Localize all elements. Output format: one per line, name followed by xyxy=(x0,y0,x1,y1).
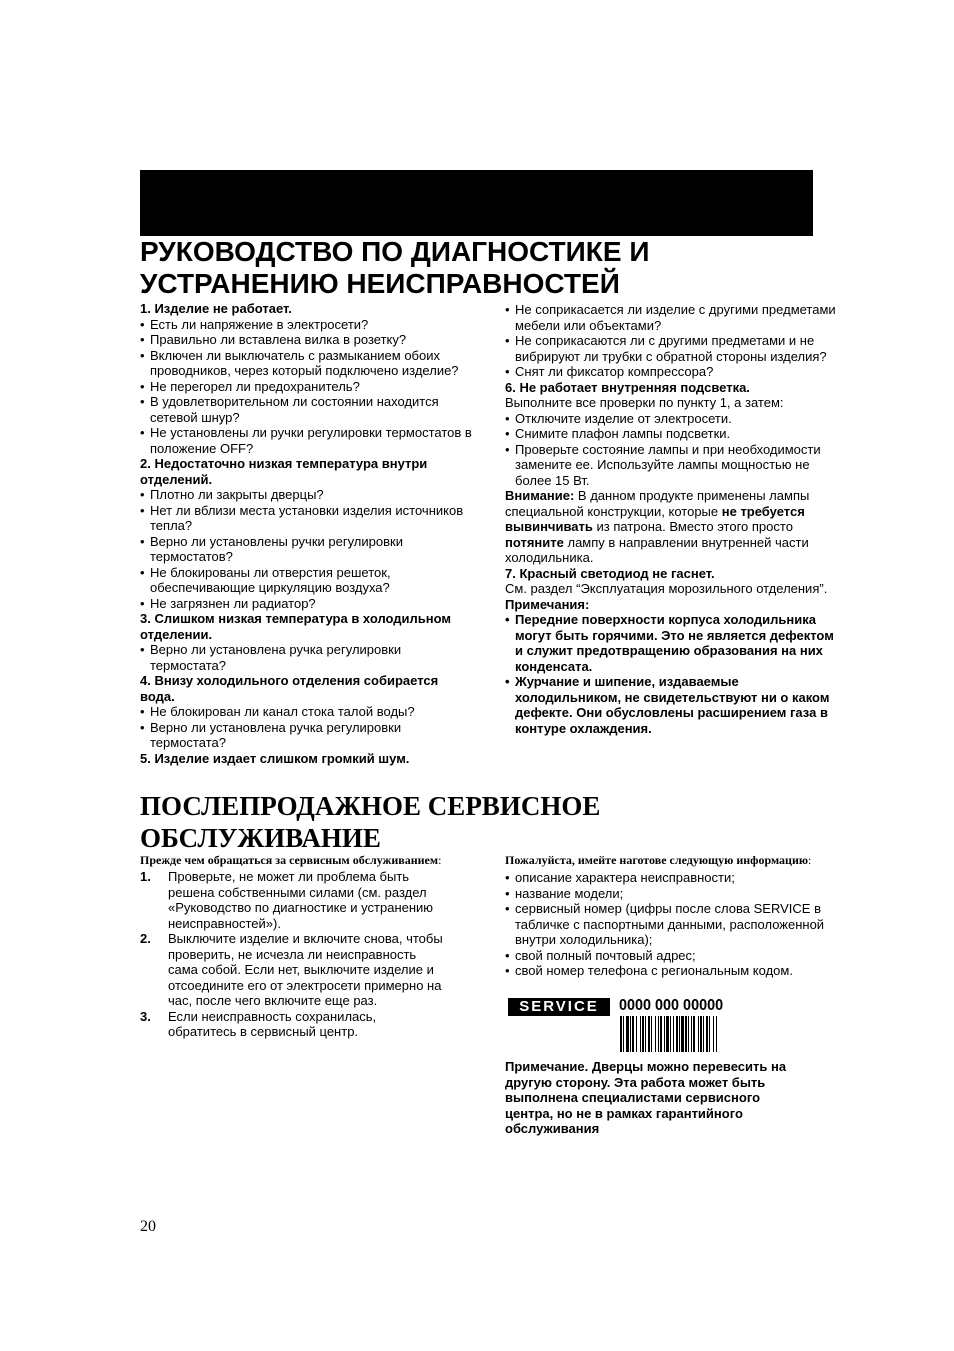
right-column-checks xyxy=(505,302,838,488)
list-item: • Снимите плафон лампы подсветки. xyxy=(505,426,838,442)
paragraph: См. раздел “Эксплуатация морозильного отделения”. xyxy=(505,581,828,596)
section-heading: Примечания: xyxy=(505,596,590,612)
list-item: • Верно ли установлена ручка регулировки термостата? xyxy=(140,642,475,673)
attention-note: Внимание: В данном продукте применены лампы специальной конструкции, которые не требуется вывинчивать из патрона. Вместо этого просто потяните лампу в направлении внутренней части холодильника. xyxy=(505,488,810,565)
service-right-column xyxy=(505,853,835,979)
numbered-step xyxy=(140,1009,445,1040)
service-note: Примечание. Дверцы можно перевесить на другую сторону. Эта работа может быть выполнена специалистами сервисного центра, но не в рамках гарантийного обслуживания xyxy=(505,1059,787,1136)
troubleshooting-left-column xyxy=(140,301,475,766)
list-item: • Не блокированы ли отверстия решеток, обеспечивающие циркуляцию воздуха? xyxy=(140,565,475,596)
list-item: • свой номер телефона с региональным кодом. xyxy=(505,963,835,979)
section-heading: 6. Не работает внутренняя подсветка. xyxy=(505,379,750,395)
list-item: • В удовлетворительном ли состоянии находится сетевой шнур? xyxy=(140,394,475,425)
step-number: 1. xyxy=(140,869,151,884)
service-title: ПОСЛЕПРОДАЖНОЕ СЕРВИСНОЕ ОБСЛУЖИВАНИЕ xyxy=(140,791,601,853)
numbered-step xyxy=(140,869,445,931)
list-item: • Плотно ли закрыты дверцы? xyxy=(140,487,475,503)
list-item: • Не установлены ли ручки регулировки термостатов в положение OFF? xyxy=(140,425,475,456)
troubleshooting-right-column xyxy=(505,302,838,736)
service-intro-right: Пожалуйста, имейте наготове следующую информацию: xyxy=(505,853,812,867)
service-info-list xyxy=(505,870,835,979)
list-item: • Верно ли установлены ручки регулировки термостатов? xyxy=(140,534,475,565)
section-heading: 3. Слишком низкая температура в холодильном отделении. xyxy=(140,611,452,642)
service-intro-left: Прежде чем обращаться за сервисным обслуживанием: xyxy=(140,853,442,867)
page-number: 20 xyxy=(140,1218,156,1235)
numbered-step xyxy=(140,931,445,1009)
section-heading: 1. Изделие не работает. xyxy=(140,301,292,316)
troubleshooting-title: РУКОВОДСТВО ПО ДИАГНОСТИКЕ И УСТРАНЕНИЮ НЕИСПРАВНОСТЕЙ xyxy=(140,236,650,299)
header-banner xyxy=(140,170,813,236)
list-item: • Не блокирован ли канал стока талой воды? xyxy=(140,704,475,720)
step-text: Если неисправность сохранилась, обратитесь в сервисный центр. xyxy=(168,1008,377,1039)
list-item: • сервисный номер (цифры после слова SERVICE в табличке с паспортными данными, расположенной внутри холодильника); xyxy=(505,901,835,948)
section-heading: 4. Внизу холодильного отделения собирается вода. xyxy=(140,673,439,704)
step-number: 2. xyxy=(140,931,151,946)
section-heading: 5. Изделие издает слишком громкий шум. xyxy=(140,750,410,766)
service-left-column xyxy=(140,853,445,1040)
list-item: • Не соприкасаются ли с другими предметами и не вибрируют ли трубки с обратной стороны изделия? xyxy=(505,333,838,364)
list-item: • Отключите изделие от электросети. xyxy=(505,411,838,427)
list-item: • Снят ли фиксатор компрессора? xyxy=(505,364,838,380)
right-column-notes xyxy=(505,566,838,737)
paragraph: Выполните все проверки по пункту 1, а затем: xyxy=(505,395,784,410)
list-item: • Есть ли напряжение в электросети? xyxy=(140,317,475,333)
service-steps xyxy=(140,869,445,1040)
service-label: SERVICE xyxy=(508,998,610,1016)
step-number: 3. xyxy=(140,1008,151,1024)
list-item: • Правильно ли вставлена вилка в розетку? xyxy=(140,332,475,348)
list-item: • Включен ли выключатель с размыканием обоих проводников, через который подключено изделие? xyxy=(140,348,475,379)
list-item: • Верно ли установлена ручка регулировки термостата? xyxy=(140,720,475,751)
list-item: • свой полный почтовый адрес; xyxy=(505,948,835,964)
list-item: • название модели; xyxy=(505,886,835,902)
barcode-icon xyxy=(620,1016,748,1052)
list-item: • Не соприкасается ли изделие с другими предметами мебели или объектами? xyxy=(505,302,838,333)
list-item: • Передние поверхности корпуса холодильника могут быть горячими. Это не является дефектом и служит предотвращению образования на них конденсата. xyxy=(505,612,838,674)
list-item: • описание характера неисправности; xyxy=(505,870,835,886)
list-item: • Журчание и шипение, издаваемые холодильником, не свидетельствуют ни о каком дефекте. Они обусловлены расширением газа в контуре охлаждения. xyxy=(505,674,838,736)
section-heading: 2. Недостаточно низкая температура внутри отделений. xyxy=(140,456,428,487)
service-number: 0000 000 00000 xyxy=(619,997,724,1014)
list-item: • Проверьте состояние лампы и при необходимости замените ее. Используйте лампы мощностью не более 15 Вт. xyxy=(505,442,838,489)
list-item: • Не загрязнен ли радиатор? xyxy=(140,596,475,612)
service-plate xyxy=(508,996,748,1054)
list-item: • Не перегорел ли предохранитель? xyxy=(140,379,475,395)
list-item: • Нет ли вблизи места установки изделия источников тепла? xyxy=(140,503,475,534)
step-text: Выключите изделие и включите снова, чтобы проверить, не исчезла ли неисправность сама собой. Если нет, выключите изделие и отсоедините его от электросети примерно на час, после чего включите еще раз. xyxy=(168,931,443,1008)
section-heading: 7. Красный светодиод не гаснет. xyxy=(505,565,715,581)
step-text: Проверьте, не может ли проблема быть решена собственными силами (см. раздел «Руководство по диагностике и устранению неисправностей»). xyxy=(168,869,434,931)
